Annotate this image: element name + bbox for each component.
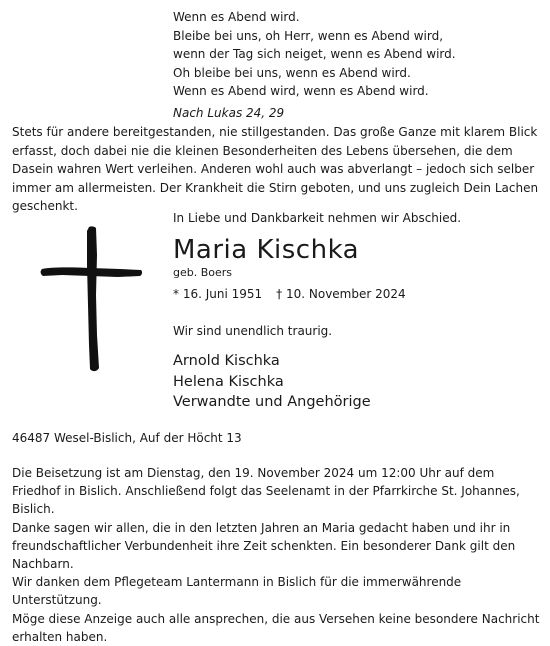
mourner-name: Verwandte und Angehörige — [173, 394, 371, 410]
closing-notice: Möge diese Anzeige auch alle ansprechen, die aus Versehen keine besondere Nachricht erhalten haben. — [12, 611, 540, 644]
poem-line: wenn der Tag sich neiget, wenn es Abend wird. — [173, 47, 456, 61]
poem-line: Wenn es Abend wird. — [173, 10, 300, 24]
mourning-line: Wir sind unendlich traurig. — [173, 324, 333, 338]
notices-block — [12, 464, 544, 646]
funeral-notice: Die Beisetzung ist am Dienstag, den 19. November 2024 um 12:00 Uhr auf dem Friedhof in Bislich. Anschließend folgt das Seelenamt in der Pfarrkirche St. Johannes, Bislich. — [12, 466, 520, 517]
farewell-line: In Liebe und Dankbarkeit nehmen wir Abschied. — [173, 211, 462, 225]
cross-icon — [40, 225, 144, 373]
address: 46487 Wesel-Bislich, Auf der Höcht 13 — [12, 431, 242, 445]
birth-name: geb. Boers — [173, 266, 233, 279]
mourner-name: Helena Kischka — [173, 373, 284, 390]
poem-line: Wenn es Abend wird, wenn es Abend wird. — [173, 84, 429, 98]
thanks-notice: Danke sagen wir allen, die in den letzten Jahren an Maria gedacht haben und ihr in freundschaftlicher Verbundenheit ihre Zeit schenkten. Ein besonderer Dank gilt den Nachbarn. — [12, 520, 516, 572]
poem-line: Bleibe bei uns, oh Herr, wenn es Abend wird, — [173, 28, 444, 43]
poem-block — [173, 8, 456, 122]
mourner-name: Arnold Kischka — [173, 353, 280, 369]
deceased-name: Maria Kischka — [173, 235, 360, 265]
life-dates — [173, 286, 406, 302]
poem-line: Oh bleibe bei uns, wenn es Abend wird. — [173, 65, 411, 80]
intro-paragraph: Stets für andere bereitgestanden, nie stillgestanden. Das große Ganze mit klarem Blick erfasst, doch dabei nie die kleinen Besonderheiten des Lebens übersehen, die dem Dasein wahren Wert verleihen. Anderen wohl auch was abverlangt – jedoch sich selber immer am allermeisten. Der Krankheit die Stirn geboten, und uns zugleich Dein Lachen geschenkt. — [12, 125, 539, 213]
birth-date: * 16. Juni 1951 — [173, 287, 263, 301]
mourners-list — [173, 351, 371, 413]
poem-source: Nach Lukas 24, 29 — [173, 105, 285, 120]
death-date: † 10. November 2024 — [276, 287, 406, 301]
care-team-thanks: Wir danken dem Pflegeteam Lantermann in Bislich für die immerwährende Unterstützung. — [12, 575, 462, 608]
